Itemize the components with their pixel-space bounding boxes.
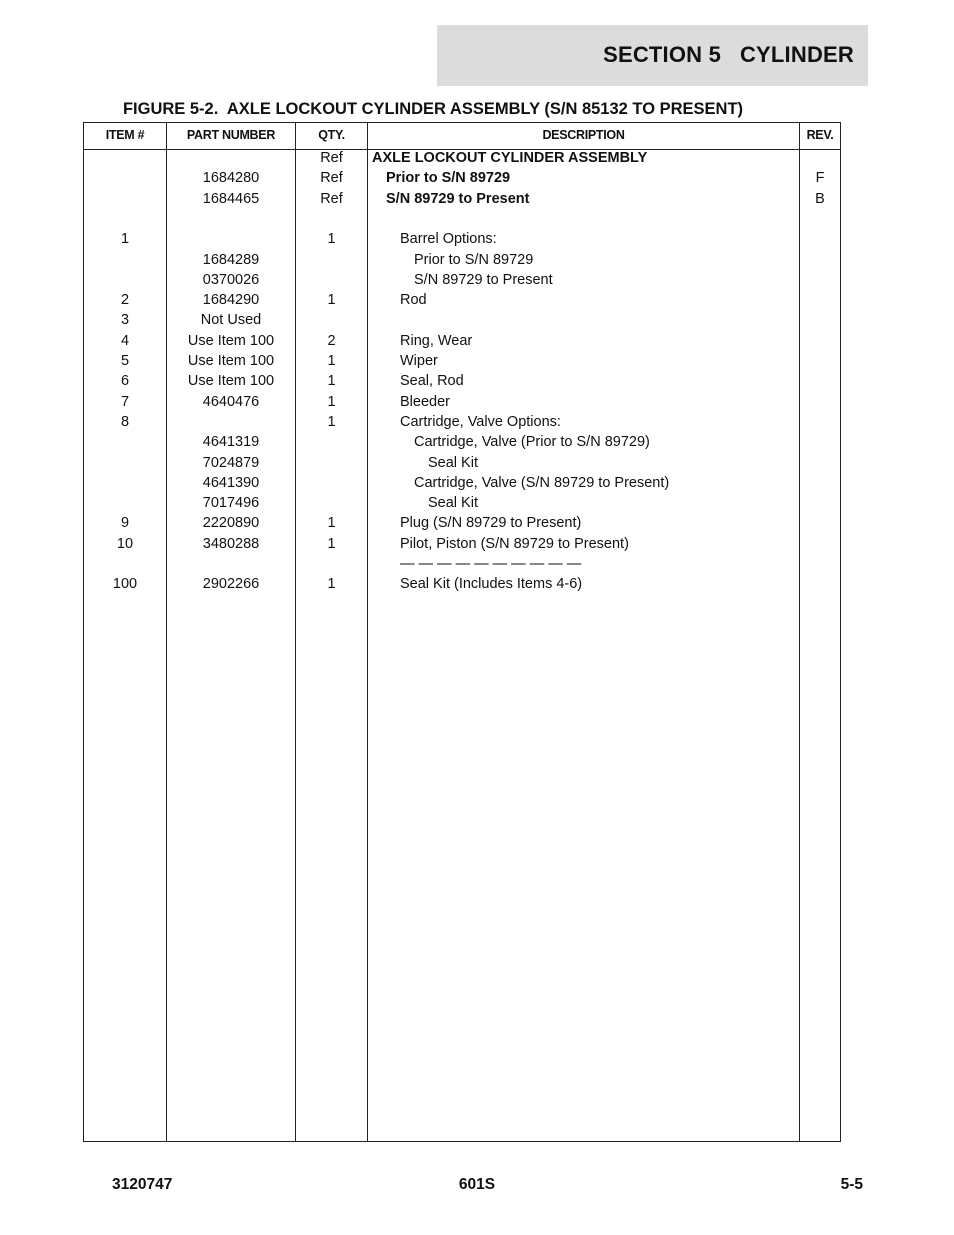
revision: F <box>815 170 825 187</box>
header-description: DESCRIPTION <box>542 128 625 142</box>
description: Seal, Rod <box>400 373 464 390</box>
quantity: 1 <box>327 393 336 410</box>
quantity: 1 <box>327 231 336 248</box>
quantity: 1 <box>327 292 336 309</box>
part-number: 4641390 <box>202 474 260 491</box>
item-number: 100 <box>112 576 138 593</box>
description: AXLE LOCKOUT CYLINDER ASSEMBLY <box>372 150 648 166</box>
description: Wiper <box>400 353 438 369</box>
item-number: 6 <box>120 373 130 390</box>
quantity: 1 <box>327 535 336 552</box>
part-number: 1684465 <box>202 190 260 207</box>
revision: B <box>815 190 825 207</box>
quantity: 1 <box>327 373 336 390</box>
part-number: Use Item 100 <box>187 353 275 369</box>
description: Cartridge, Valve (Prior to S/N 89729) <box>414 434 650 451</box>
description: Pilot, Piston (S/N 89729 to Present) <box>400 535 629 552</box>
item-number: 3 <box>120 312 130 329</box>
table-row <box>84 331 840 351</box>
part-number: Use Item 100 <box>187 373 275 390</box>
part-number: 4640476 <box>202 393 260 410</box>
table-row <box>84 209 840 229</box>
table-row <box>84 371 840 391</box>
table-row <box>84 270 840 290</box>
table-row <box>84 148 840 168</box>
item-number: 7 <box>120 393 130 410</box>
quantity: Ref <box>320 190 343 207</box>
section-header <box>437 25 868 86</box>
description: Barrel Options: <box>400 231 497 248</box>
footer-doc-number: 3120747 <box>112 1176 173 1193</box>
quantity: 1 <box>327 353 336 369</box>
item-number: 9 <box>120 515 130 532</box>
description: Rod <box>400 292 427 309</box>
table-row <box>84 473 840 493</box>
section-title: SECTION 5 CYLINDER <box>603 42 854 67</box>
footer-model: 601S <box>458 1176 496 1193</box>
table-row <box>84 554 840 574</box>
table-row <box>84 229 840 249</box>
table-row <box>84 189 840 209</box>
item-number: 8 <box>120 413 130 430</box>
table-row <box>84 168 840 188</box>
part-number: Use Item 100 <box>187 332 275 349</box>
part-number: 7017496 <box>202 495 260 512</box>
description: Prior to S/N 89729 <box>386 170 511 187</box>
quantity: Ref <box>320 170 343 187</box>
table-row <box>84 513 840 533</box>
item-number: 10 <box>116 535 134 552</box>
figure-title: FIGURE 5-2. AXLE LOCKOUT CYLINDER ASSEMBLY (S/N 85132 TO PRESENT) <box>122 100 744 118</box>
quantity: 1 <box>327 413 336 430</box>
description: Ring, Wear <box>400 332 473 349</box>
part-number: 2220890 <box>202 515 260 532</box>
description: Seal Kit <box>428 454 478 471</box>
item-number: 1 <box>120 231 130 248</box>
table-row <box>84 351 840 371</box>
parts-table <box>83 122 841 1142</box>
description: Bleeder <box>400 393 450 410</box>
quantity: Ref <box>320 150 343 166</box>
table-row <box>84 574 840 594</box>
part-number: 3480288 <box>202 535 260 552</box>
quantity: 1 <box>327 576 336 593</box>
description: Seal Kit (Includes Items 4-6) <box>400 576 583 593</box>
part-number: 1684280 <box>202 170 260 187</box>
quantity: 2 <box>327 332 336 349</box>
table-row <box>84 412 840 432</box>
quantity: 1 <box>327 515 336 532</box>
table-row <box>84 534 840 554</box>
table-row <box>84 432 840 452</box>
description: Seal Kit <box>428 495 478 512</box>
description: Cartridge, Valve Options: <box>400 413 561 430</box>
part-number: 2902266 <box>202 576 260 593</box>
header-qty: QTY. <box>318 128 345 142</box>
part-number: Not Used <box>200 312 262 329</box>
part-number: 0370026 <box>202 271 260 288</box>
table-row <box>84 310 840 330</box>
header-rev: REV. <box>806 128 834 142</box>
description: Prior to S/N 89729 <box>414 251 534 268</box>
footer-page-number: 5-5 <box>840 1176 863 1193</box>
part-number: 7024879 <box>202 454 260 471</box>
table-row <box>84 493 840 513</box>
description: S/N 89729 to Present <box>414 271 553 288</box>
description: Plug (S/N 89729 to Present) <box>400 515 582 532</box>
part-number: 4641319 <box>202 434 260 451</box>
item-number: 4 <box>120 332 130 349</box>
description: — — — — — — — — — — <box>400 556 582 572</box>
header-part-number: PART NUMBER <box>186 128 276 142</box>
header-item: ITEM # <box>105 128 145 142</box>
part-number: 1684289 <box>202 251 260 268</box>
table-row <box>84 250 840 270</box>
table-row <box>84 453 840 473</box>
description: Cartridge, Valve (S/N 89729 to Present) <box>414 474 670 491</box>
item-number: 2 <box>120 292 130 309</box>
table-row <box>84 290 840 310</box>
item-number: 5 <box>120 353 130 369</box>
table-row <box>84 392 840 412</box>
description: S/N 89729 to Present <box>386 190 530 207</box>
part-number: 1684290 <box>202 292 260 309</box>
